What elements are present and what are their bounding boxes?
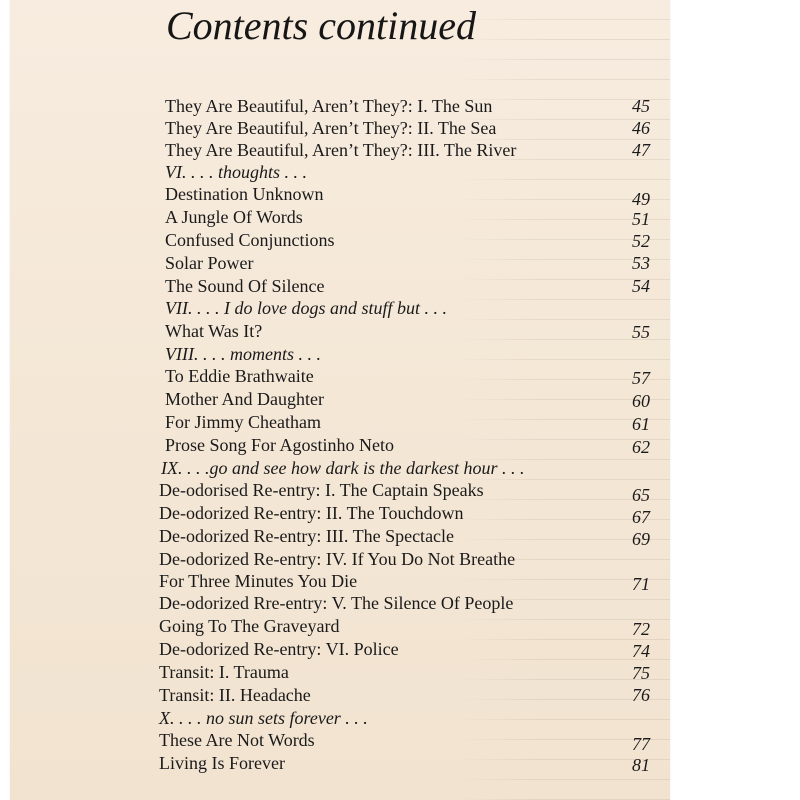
toc-page-number: 65 [632,485,650,505]
toc-page-number: 53 [632,253,650,273]
toc-page-number: 49 [632,189,650,209]
toc-section-heading: VIII. . . . moments . . . [165,344,321,364]
toc-entry-title: Transit: I. Trauma [159,662,289,682]
toc-page-number: 71 [632,574,650,594]
toc-page-number: 72 [632,619,650,639]
toc-section-heading: IX. . . .go and see how dark is the darkest hour . . . [161,458,525,478]
toc-page-number: 45 [632,96,650,116]
toc-entry-title: Going To The Graveyard [159,616,340,636]
toc-entry-title: De-odorised Re-entry: I. The Captain Speaks [159,480,484,500]
toc-page-number: 57 [632,368,650,388]
toc-entry-title: De-odorized Re-entry: IV. If You Do Not Breathe [159,549,516,569]
book-page [10,0,670,800]
toc-entry-title: Prose Song For Agostinho Neto [165,435,395,455]
toc-entry-title: Living Is Forever [159,753,285,773]
toc-page-number: 55 [632,322,650,342]
toc-section-heading: X. . . . no sun sets forever . . . [159,708,368,728]
toc-entry-title: They Are Beautiful, Aren’t They?: II. The Sea [165,118,497,138]
toc-section-heading: VI. . . . thoughts . . . [165,162,307,182]
toc-page-number: 69 [632,529,650,549]
toc-entry-title: De-odorized Re-entry: III. The Spectacle [159,526,455,546]
toc-entry-title: Transit: II. Headache [159,685,311,705]
toc-page-number: 75 [632,663,650,683]
toc-page-number: 62 [632,437,650,457]
toc-entry-title: What Was It? [165,321,263,341]
toc-entry-title: For Jimmy Cheatham [165,412,321,432]
toc-entry-title: Mother And Daughter [165,389,324,409]
toc-entry-title: Confused Conjunctions [165,230,335,250]
toc-page-number: 61 [632,414,650,434]
toc-entry-title: Solar Power [165,253,254,273]
toc-entry-title: To Eddie Brathwaite [165,366,314,386]
toc-page-number: 81 [632,755,650,775]
toc-page-number: 47 [632,140,650,160]
toc-entry-title: A Jungle Of Words [165,207,303,227]
toc-entry-title: Destination Unknown [165,184,324,204]
toc-section-heading: VII. . . . I do love dogs and stuff but . . . [165,298,447,318]
page-title: Contents continued [166,3,476,48]
table-of-contents [10,95,670,785]
toc-page-number: 60 [632,391,650,411]
toc-page-number: 67 [632,507,650,527]
toc-page-number: 77 [632,734,650,754]
toc-entry-title: De-odorized Re-entry: II. The Touchdown [159,503,464,523]
toc-page-number: 74 [632,641,650,661]
toc-page-number: 54 [632,276,650,296]
toc-entry-title: They Are Beautiful, Aren’t They?: I. The Sun [165,96,493,116]
toc-entry-title: De-odorized Re-entry: VI. Police [159,639,399,659]
toc-entry-title: These Are Not Words [159,730,315,750]
toc-entry-title: De-odorized Rre-entry: V. The Silence Of People [159,593,514,613]
toc-page-number: 76 [632,685,650,705]
toc-page-number: 46 [632,118,650,138]
toc-entry-title: The Sound Of Silence [165,276,325,296]
toc-page-number: 52 [632,231,650,251]
toc-entry-title: They Are Beautiful, Aren’t They?: III. The River [165,140,517,160]
toc-entry-title: For Three Minutes You Die [159,571,358,591]
toc-page-number: 51 [632,209,650,229]
